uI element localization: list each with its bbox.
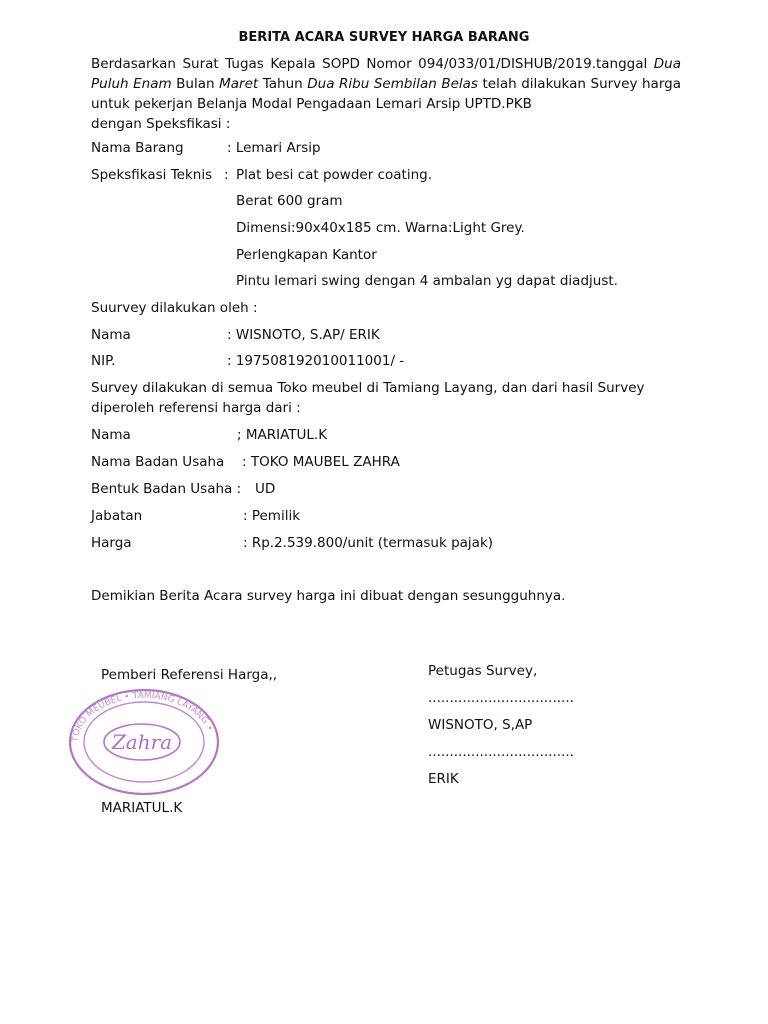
document-title: BERITA ACARA SURVEY HARGA BARANG xyxy=(238,30,530,45)
right-signature-name-1: WISNOTO, S,AP xyxy=(428,717,533,733)
surveyor-name-label: Nama xyxy=(91,327,131,343)
business-form-value: UD xyxy=(255,481,276,497)
reference-name-label: Nama xyxy=(91,427,131,443)
surveyor-name-value: : WISNOTO, S.AP/ ERIK xyxy=(227,327,380,343)
intro-date-month: Maret xyxy=(219,76,259,92)
spec-line: Berat 600 gram xyxy=(236,193,343,209)
item-name-value: : Lemari Arsip xyxy=(227,140,321,156)
spec-colon: : xyxy=(224,167,229,183)
business-name-value: : TOKO MAUBEL ZAHRA xyxy=(242,454,400,470)
surveyor-heading: Suurvey dilakukan oleh : xyxy=(91,300,258,316)
stamp-center-text: Zahra xyxy=(111,730,173,754)
intro-last-line: dengan Speksfikasi : xyxy=(91,116,231,132)
intro-text-4: telah dilakukan Survey harga untuk pekerjan Belanja Modal Pengadaan Lemari Arsip UPTD.PKB xyxy=(91,76,681,112)
price-label: Harga xyxy=(91,535,132,551)
left-signature-title: Pemberi Referensi Harga,, xyxy=(101,667,278,683)
spec-line: Plat besi cat powder coating. xyxy=(236,167,432,183)
right-signature-title: Petugas Survey, xyxy=(428,663,538,679)
survey-line-2: diperoleh referensi harga dari : xyxy=(91,400,301,416)
spec-line: Dimensi:90x40x185 cm. Warna:Light Grey. xyxy=(236,220,525,236)
intro-paragraph xyxy=(91,54,681,134)
spec-line: Pintu lemari swing dengan 4 ambalan yg dapat diadjust. xyxy=(236,273,618,289)
position-label: Jabatan xyxy=(91,508,143,524)
surveyor-nip-label: NIP. xyxy=(91,353,116,369)
price-value: : Rp.2.539.800/unit (termasuk pajak) xyxy=(243,535,494,551)
company-stamp xyxy=(66,686,222,798)
intro-text-1: Berdasarkan Surat Tugas Kepala SOPD Nomor 094/033/01/DISHUB/2019.tanggal xyxy=(91,56,648,72)
reference-name-value: ; MARIATUL.K xyxy=(237,427,328,443)
right-signature-dots-2: .................................. xyxy=(428,744,574,760)
right-signature-name-2: ERIK xyxy=(428,771,459,787)
closing-statement: Demikian Berita Acara survey harga ini dibuat dengan sesungguhnya. xyxy=(91,588,566,604)
spec-label: Speksfikasi Teknis xyxy=(91,167,213,183)
intro-text-3: Tahun xyxy=(258,76,308,92)
right-signature-dots-1: .................................. xyxy=(428,690,574,706)
survey-line-1: Survey dilakukan di semua Toko meubel di Tamiang Layang, dan dari hasil Survey xyxy=(91,380,645,396)
intro-date-day: Dua Puluh Enam xyxy=(91,56,681,92)
intro-date-year: Dua Ribu Sembilan Belas xyxy=(307,76,478,92)
intro-text-2: Bulan xyxy=(171,76,220,92)
surveyor-nip-value: : 197508192010011001/ - xyxy=(227,353,405,369)
left-signature-name: MARIATUL.K xyxy=(101,800,183,816)
position-value: : Pemilik xyxy=(243,508,301,524)
spec-line: Perlengkapan Kantor xyxy=(236,247,377,263)
item-name-label: Nama Barang xyxy=(91,140,184,156)
stamp-ring-text: TOKO MEUBEL • TAMIANG LAYANG • xyxy=(70,690,215,743)
survey-paragraph xyxy=(91,378,681,418)
business-form-label: Bentuk Badan Usaha : xyxy=(91,481,242,497)
business-name-label: Nama Badan Usaha xyxy=(91,454,225,470)
